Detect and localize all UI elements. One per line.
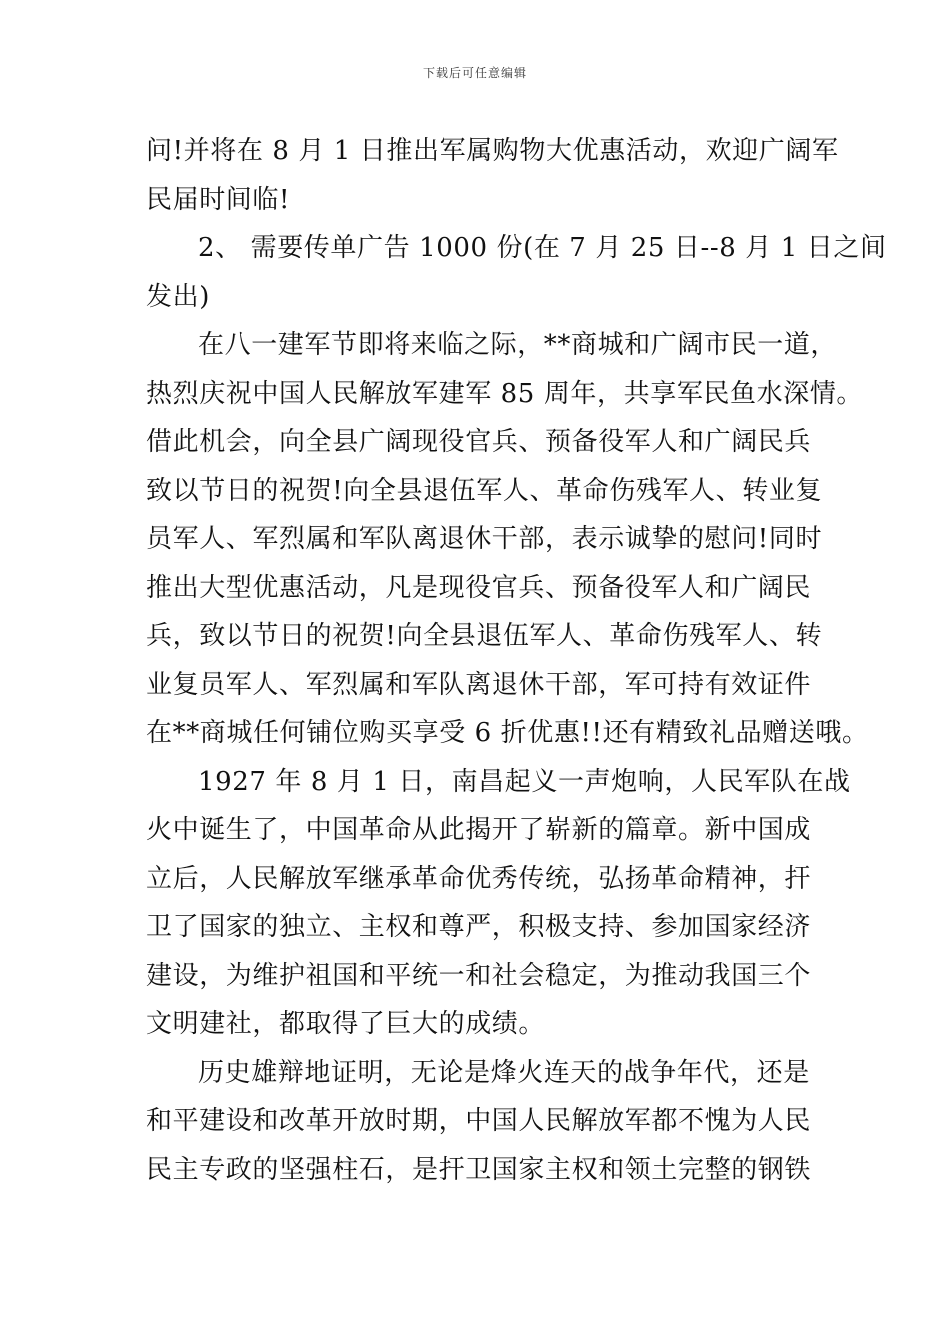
text-line: 和平建设和改革开放时期，中国人民解放军都不愧为人民 bbox=[146, 1106, 812, 1136]
text-line: 立后，人民解放军继承革命优秀传统，弘扬革命精神，扞 bbox=[146, 863, 812, 894]
list-item-paragraph bbox=[146, 224, 887, 321]
text-line: 民届时间临! bbox=[146, 184, 291, 215]
text-line: 在八一建军节即将来临之际，**商城和广阔市民一道， bbox=[198, 330, 838, 360]
text-line: 借此机会，向全县广阔现役官兵、预备役军人和广阔民兵 bbox=[146, 427, 812, 457]
text-line: 兵，致以节日的祝贺!向全县退伍军人、革命伤残军人、转 bbox=[146, 621, 823, 651]
paragraph bbox=[146, 127, 839, 224]
text-line: 热烈庆祝中国人民解放军建军 85 周年，共享军民鱼水深情。 bbox=[146, 378, 864, 409]
text-line: 1927 年 8 月 1 日，南昌起义一声炮响，人民军队在战 bbox=[198, 766, 851, 797]
text-line: 员军人、军烈属和军队离退休干部，表示诚挚的慰问!同时 bbox=[146, 524, 823, 554]
text-line: 火中诞生了，中国革命从此揭开了崭新的篇章。新中国成 bbox=[146, 815, 812, 845]
text-line: 发出) bbox=[146, 281, 210, 312]
text-line: 文明建社，都取得了巨大的成绩。 bbox=[146, 1009, 546, 1039]
paragraph bbox=[146, 758, 851, 1049]
text-line: 业复员军人、军烈属和军队离退休干部，军可持有效证件 bbox=[146, 669, 812, 700]
paragraph bbox=[146, 321, 869, 758]
page-header: 下载后可任意编辑 bbox=[422, 66, 527, 80]
text-line: 建设，为维护祖国和平统一和社会稳定，为推动我国三个 bbox=[146, 960, 812, 991]
paragraph bbox=[146, 1049, 810, 1195]
text-line: 致以节日的祝贺!向全县退伍军人、革命伤残军人、转业复 bbox=[146, 475, 823, 506]
text-line: 推出大型优惠活动，凡是现役官兵、预备役军人和广阔民 bbox=[146, 572, 812, 603]
text-line: 问!并将在 8 月 1 日推出军属购物大优惠活动，欢迎广阔军 bbox=[146, 136, 839, 166]
text-line: 在**商城任何铺位购买享受 6 折优惠!!还有精致礼品赠送哦。 bbox=[146, 718, 869, 748]
text-line: 2、 需要传单广告 1000 份(在 7 月 25 日--8 月 1 日之间 bbox=[198, 233, 887, 263]
document-body bbox=[146, 127, 887, 1194]
text-line: 历史雄辩地证明，无论是烽火连天的战争年代，还是 bbox=[198, 1057, 810, 1088]
text-line: 民主专政的坚强柱石，是扞卫国家主权和领土完整的钢铁 bbox=[146, 1154, 812, 1185]
text-line: 卫了国家的独立、主权和尊严，积极支持、参加国家经济 bbox=[146, 912, 812, 942]
